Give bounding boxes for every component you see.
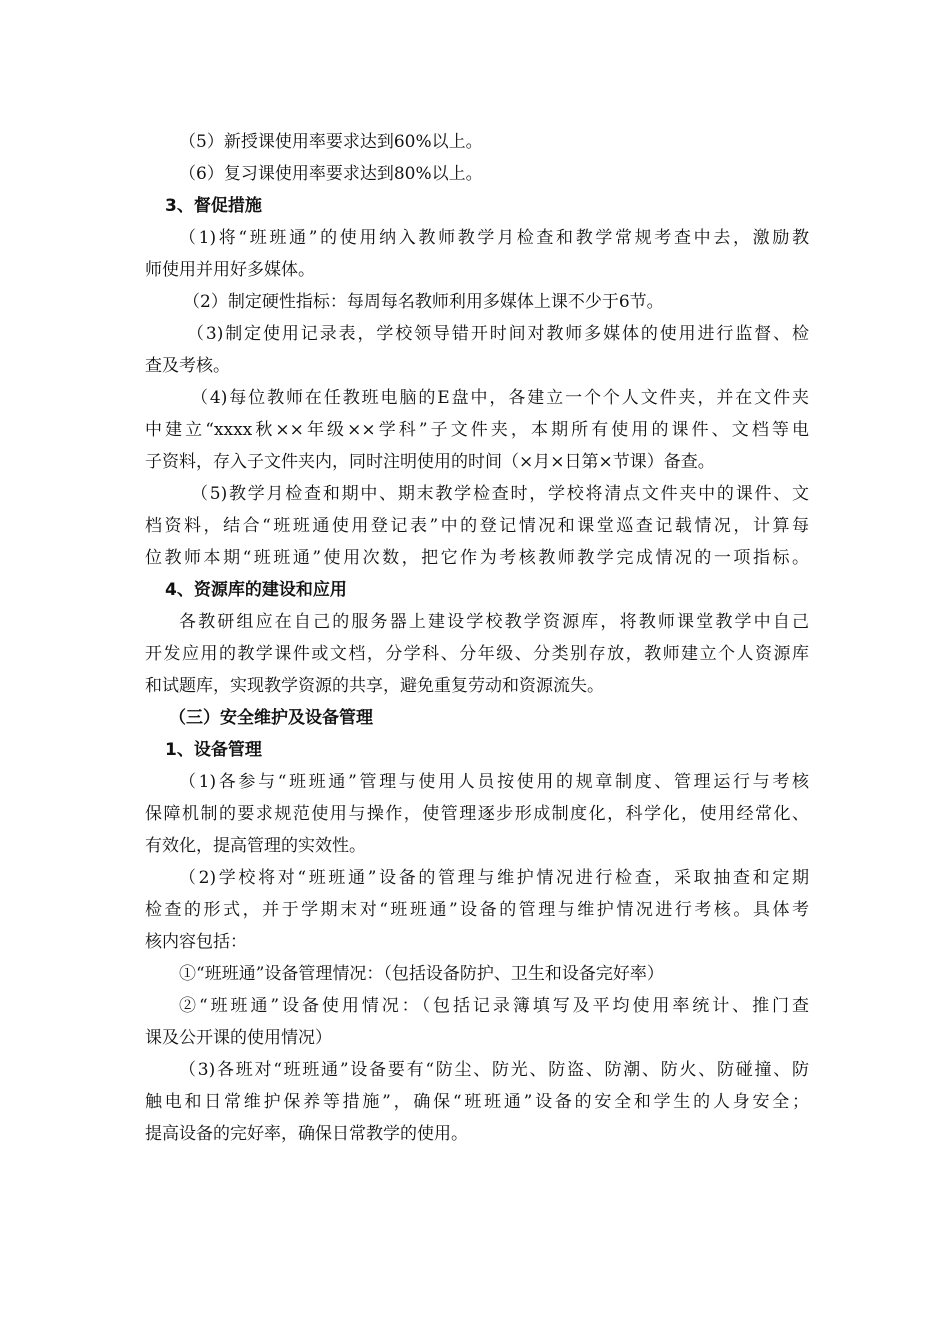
paragraph-line: 有效化，提高管理的实效性。 xyxy=(145,836,366,856)
paragraph-line: 检查的形式，并于学期末对“班班通”设备的管理与维护情况进行考核。具体考 xyxy=(145,900,809,920)
list-item-review-lesson-rate: （6）复习课使用率要求达到80%以上。 xyxy=(179,164,483,184)
list-item-new-lesson-rate: （5）新授课使用率要求达到60%以上。 xyxy=(179,132,483,152)
paragraph-line: （1)将“班班通”的使用纳入教师教学月检查和教学常规考查中去，激励教 xyxy=(179,228,809,248)
paragraph-line: 提高设备的完好率，确保日常教学的使用。 xyxy=(145,1124,468,1144)
document-body xyxy=(145,126,809,1150)
paragraph-line: （4)每位教师在任教班电脑的E盘中，各建立一个个人文件夹，并在文件夹 xyxy=(191,388,809,408)
paragraph-line: 各教研组应在自己的服务器上建设学校教学资源库，将教师课堂教学中自己 xyxy=(179,612,809,632)
paragraph-line: 开发应用的教学课件或文档，分学科、分年级、分类别存放，教师建立个人资源库 xyxy=(145,644,809,664)
section-heading-resource-library: 4、资源库的建设和应用 xyxy=(165,580,347,600)
paragraph-line: 触电和日常维护保养等措施”，确保“班班通”设备的安全和学生的人身安全； xyxy=(145,1092,809,1112)
paragraph-line: 档资料，结合“班班通使用登记表”中的登记情况和课堂巡查记载情况，计算每 xyxy=(145,516,809,536)
paragraph-line: 师使用并用好多媒体。 xyxy=(145,260,315,280)
paragraph-line: （3)各班对“班班通”设备要有“防尘、防光、防盗、防潮、防火、防碰撞、防 xyxy=(179,1060,809,1080)
paragraph-line: （2）制定硬性指标：每周每名教师利用多媒体上课不少于6节。 xyxy=(183,292,664,312)
paragraph-line: 保障机制的要求规范使用与操作，使管理逐步形成制度化，科学化，使用经常化、 xyxy=(145,804,809,824)
paragraph-line: 核内容包括： xyxy=(145,932,247,952)
paragraph-line: （3)制定使用记录表，学校领导错开时间对教师多媒体的使用进行监督、检 xyxy=(187,324,809,344)
paragraph-line: 位教师本期“班班通”使用次数，把它作为考核教师教学完成情况的一项指标。 xyxy=(145,548,809,568)
paragraph-line: （1)各参与“班班通”管理与使用人员按使用的规章制度、管理运行与考核 xyxy=(179,772,809,792)
paragraph-line: 查及考核。 xyxy=(145,356,230,376)
paragraph-line: 和试题库，实现教学资源的共享，避免重复劳动和资源流失。 xyxy=(145,676,604,696)
section-heading-supervision: 3、督促措施 xyxy=(165,196,262,216)
paragraph-line: （5)教学月检查和期中、期末教学检查时，学校将清点文件夹中的课件、文 xyxy=(191,484,809,504)
list-item-equipment-usage-status: ②“班班通”设备使用情况：（包括记录簿填写及平均使用率统计、推门查 xyxy=(179,996,809,1016)
paragraph-line: 中建立“xxxx秋××年级××学科”子文件夹，本期所有使用的课件、文档等电 xyxy=(145,420,809,440)
paragraph-line: 子资料，存入子文件夹内，同时注明使用的时间（×月×日第×节课）备查。 xyxy=(145,452,715,472)
paragraph-line: （2)学校将对“班班通”设备的管理与维护情况进行检查，采取抽查和定期 xyxy=(179,868,809,888)
section-heading-safety-maintenance: （三）安全维护及设备管理 xyxy=(169,708,373,728)
list-item-equipment-management-status: ①“班班通”设备管理情况：（包括设备防护、卫生和设备完好率） xyxy=(179,964,664,984)
paragraph-line: 课及公开课的使用情况） xyxy=(145,1028,332,1048)
section-heading-equipment-management: 1、设备管理 xyxy=(165,740,262,760)
